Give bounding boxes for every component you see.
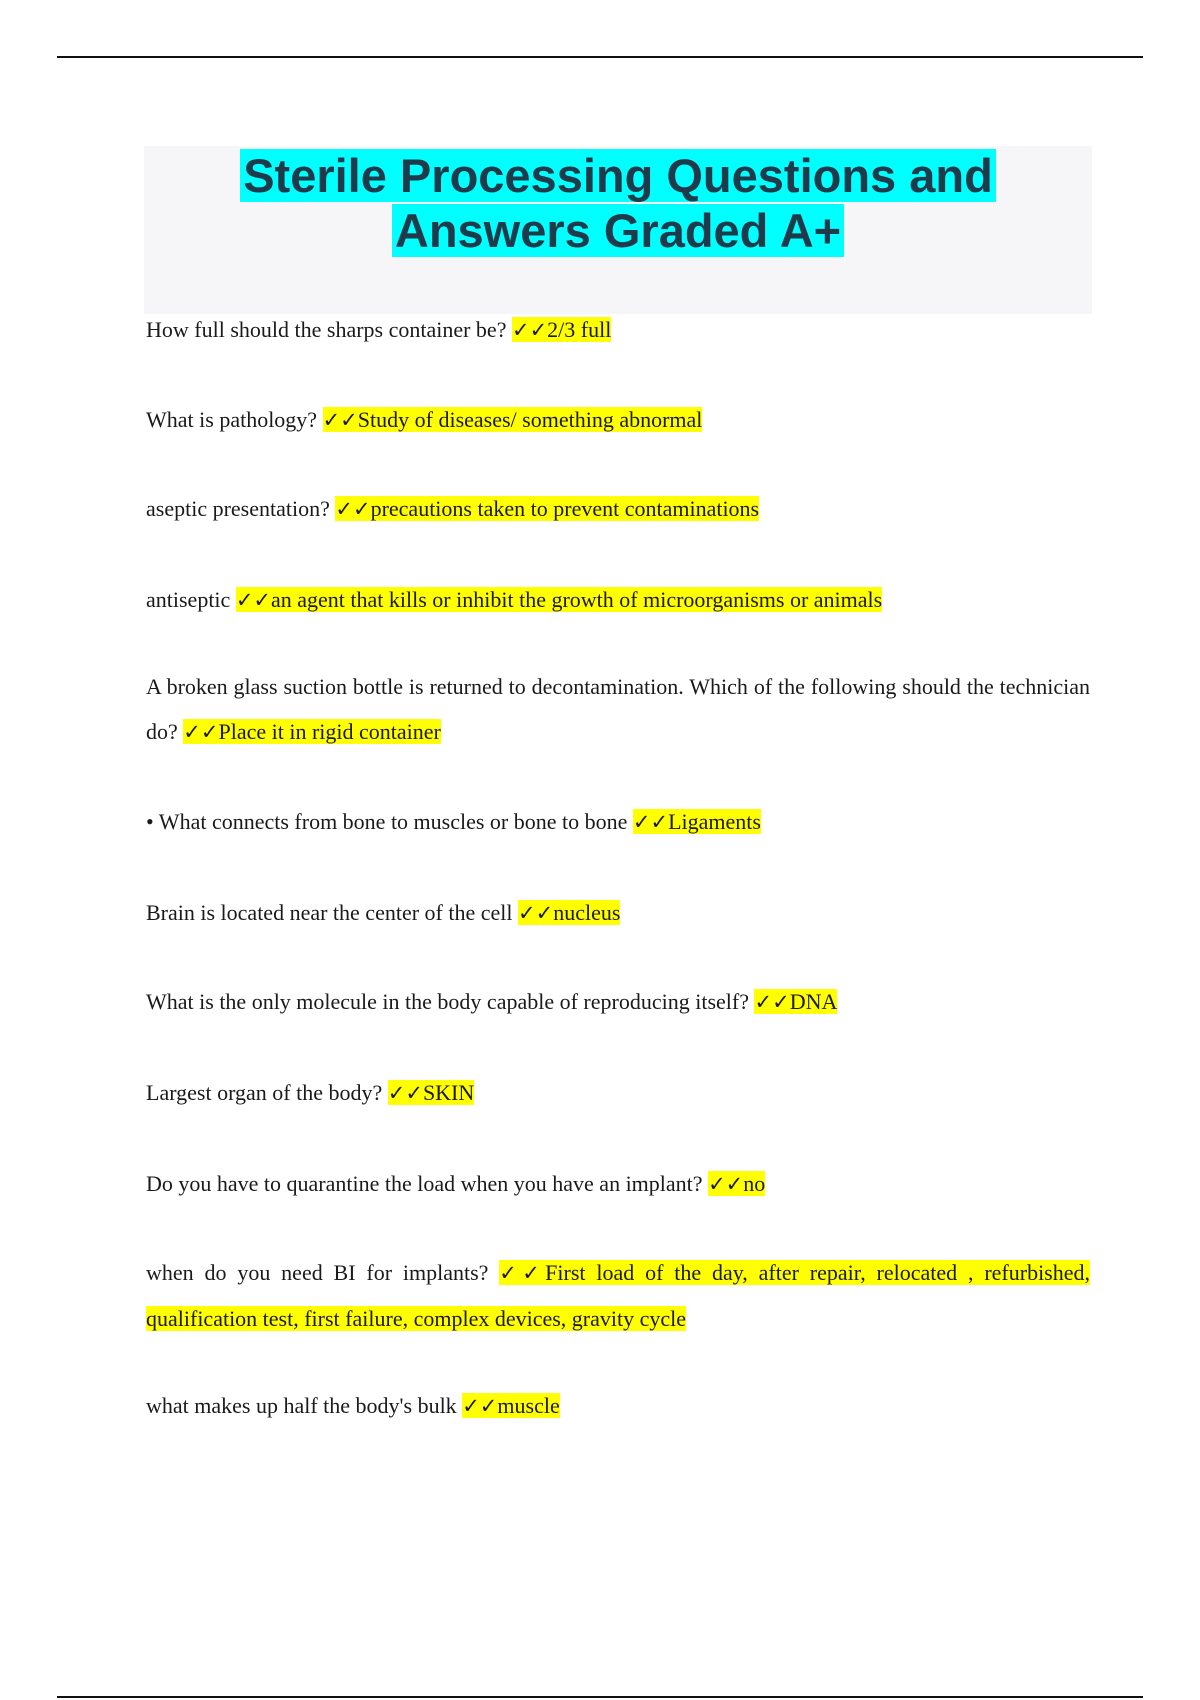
double-check-icon: ✓✓ xyxy=(499,1261,546,1285)
title-line-1: Sterile Processing Questions and xyxy=(240,149,996,202)
qa-item xyxy=(146,1250,1090,1341)
document-title xyxy=(144,148,1092,258)
answer-text: Study of diseases/ something abnormal xyxy=(357,407,703,432)
double-check-icon: ✓✓ xyxy=(235,588,272,612)
answer-text: muscle xyxy=(497,1393,560,1418)
answer-highlight xyxy=(633,809,761,834)
answer-text: Place it in rigid container xyxy=(218,719,441,744)
double-check-icon: ✓✓ xyxy=(511,318,548,342)
question-text: Brain is located near the center of the cell xyxy=(146,900,513,925)
question-text: What is the only molecule in the body capable of reproducing itself? xyxy=(146,989,749,1014)
answer-highlight xyxy=(512,317,611,342)
answer-highlight xyxy=(183,719,441,744)
double-check-icon: ✓✓ xyxy=(183,720,219,744)
answer-text: 2/3 full xyxy=(547,317,612,342)
qa-item xyxy=(146,577,1090,623)
qa-item xyxy=(146,1383,1090,1429)
double-check-icon: ✓✓ xyxy=(754,990,790,1014)
answer-text: precautions taken to prevent contaminations xyxy=(370,496,760,521)
question-text: aseptic presentation? xyxy=(146,496,330,521)
qa-item xyxy=(146,307,1090,353)
double-check-icon: ✓✓ xyxy=(335,497,371,521)
answer-text: an agent that kills or inhibit the growth of microorganisms or animals xyxy=(271,587,883,612)
double-check-icon: ✓✓ xyxy=(518,901,554,925)
question-text: • What connects from bone to muscles or bone to bone xyxy=(146,809,628,834)
qa-item xyxy=(146,799,1090,845)
answer-text: no xyxy=(743,1171,766,1196)
answer-highlight xyxy=(335,496,759,521)
qa-item xyxy=(146,1070,1090,1116)
double-check-icon: ✓✓ xyxy=(387,1081,423,1105)
answer-text: First load of the day, after repair, relocated , refurbished, qualification test, first failure, complex devices, gravity cycle xyxy=(146,1260,1091,1331)
answer-text: SKIN xyxy=(422,1080,475,1105)
question-text: A broken glass suction bottle is returned to decontamination. Which of the following should the technician do? xyxy=(146,674,1090,744)
answer-highlight xyxy=(518,900,620,925)
double-check-icon: ✓✓ xyxy=(322,408,358,432)
title-block xyxy=(144,146,1092,314)
question-text: antiseptic xyxy=(146,587,231,612)
question-text: when do you need BI for implants? xyxy=(146,1260,489,1285)
answer-highlight xyxy=(236,587,882,612)
qa-item xyxy=(146,486,1090,532)
title-line-2: Answers Graded A+ xyxy=(392,204,844,257)
bottom-rule xyxy=(57,1696,1143,1698)
answer-highlight xyxy=(754,989,837,1014)
answer-text: nucleus xyxy=(553,900,621,925)
answer-highlight xyxy=(708,1171,765,1196)
double-check-icon: ✓✓ xyxy=(462,1394,498,1418)
answer-text: DNA xyxy=(789,989,838,1014)
question-text: How full should the sharps container be? xyxy=(146,317,507,342)
question-text: Largest organ of the body? xyxy=(146,1080,383,1105)
answer-text: Ligaments xyxy=(668,809,761,834)
qa-item xyxy=(146,890,1090,936)
double-check-icon: ✓✓ xyxy=(708,1172,744,1196)
answer-highlight xyxy=(323,407,703,432)
qa-item xyxy=(146,664,1090,755)
answer-highlight xyxy=(388,1080,475,1105)
question-text: what makes up half the body's bulk xyxy=(146,1393,457,1418)
qa-item xyxy=(146,979,1090,1025)
answer-highlight xyxy=(462,1393,560,1418)
question-text: Do you have to quarantine the load when you have an implant? xyxy=(146,1171,703,1196)
double-check-icon: ✓✓ xyxy=(632,810,669,834)
qa-item xyxy=(146,397,1090,443)
top-rule xyxy=(57,56,1143,58)
question-text: What is pathology? xyxy=(146,407,318,432)
qa-item xyxy=(146,1161,1090,1207)
